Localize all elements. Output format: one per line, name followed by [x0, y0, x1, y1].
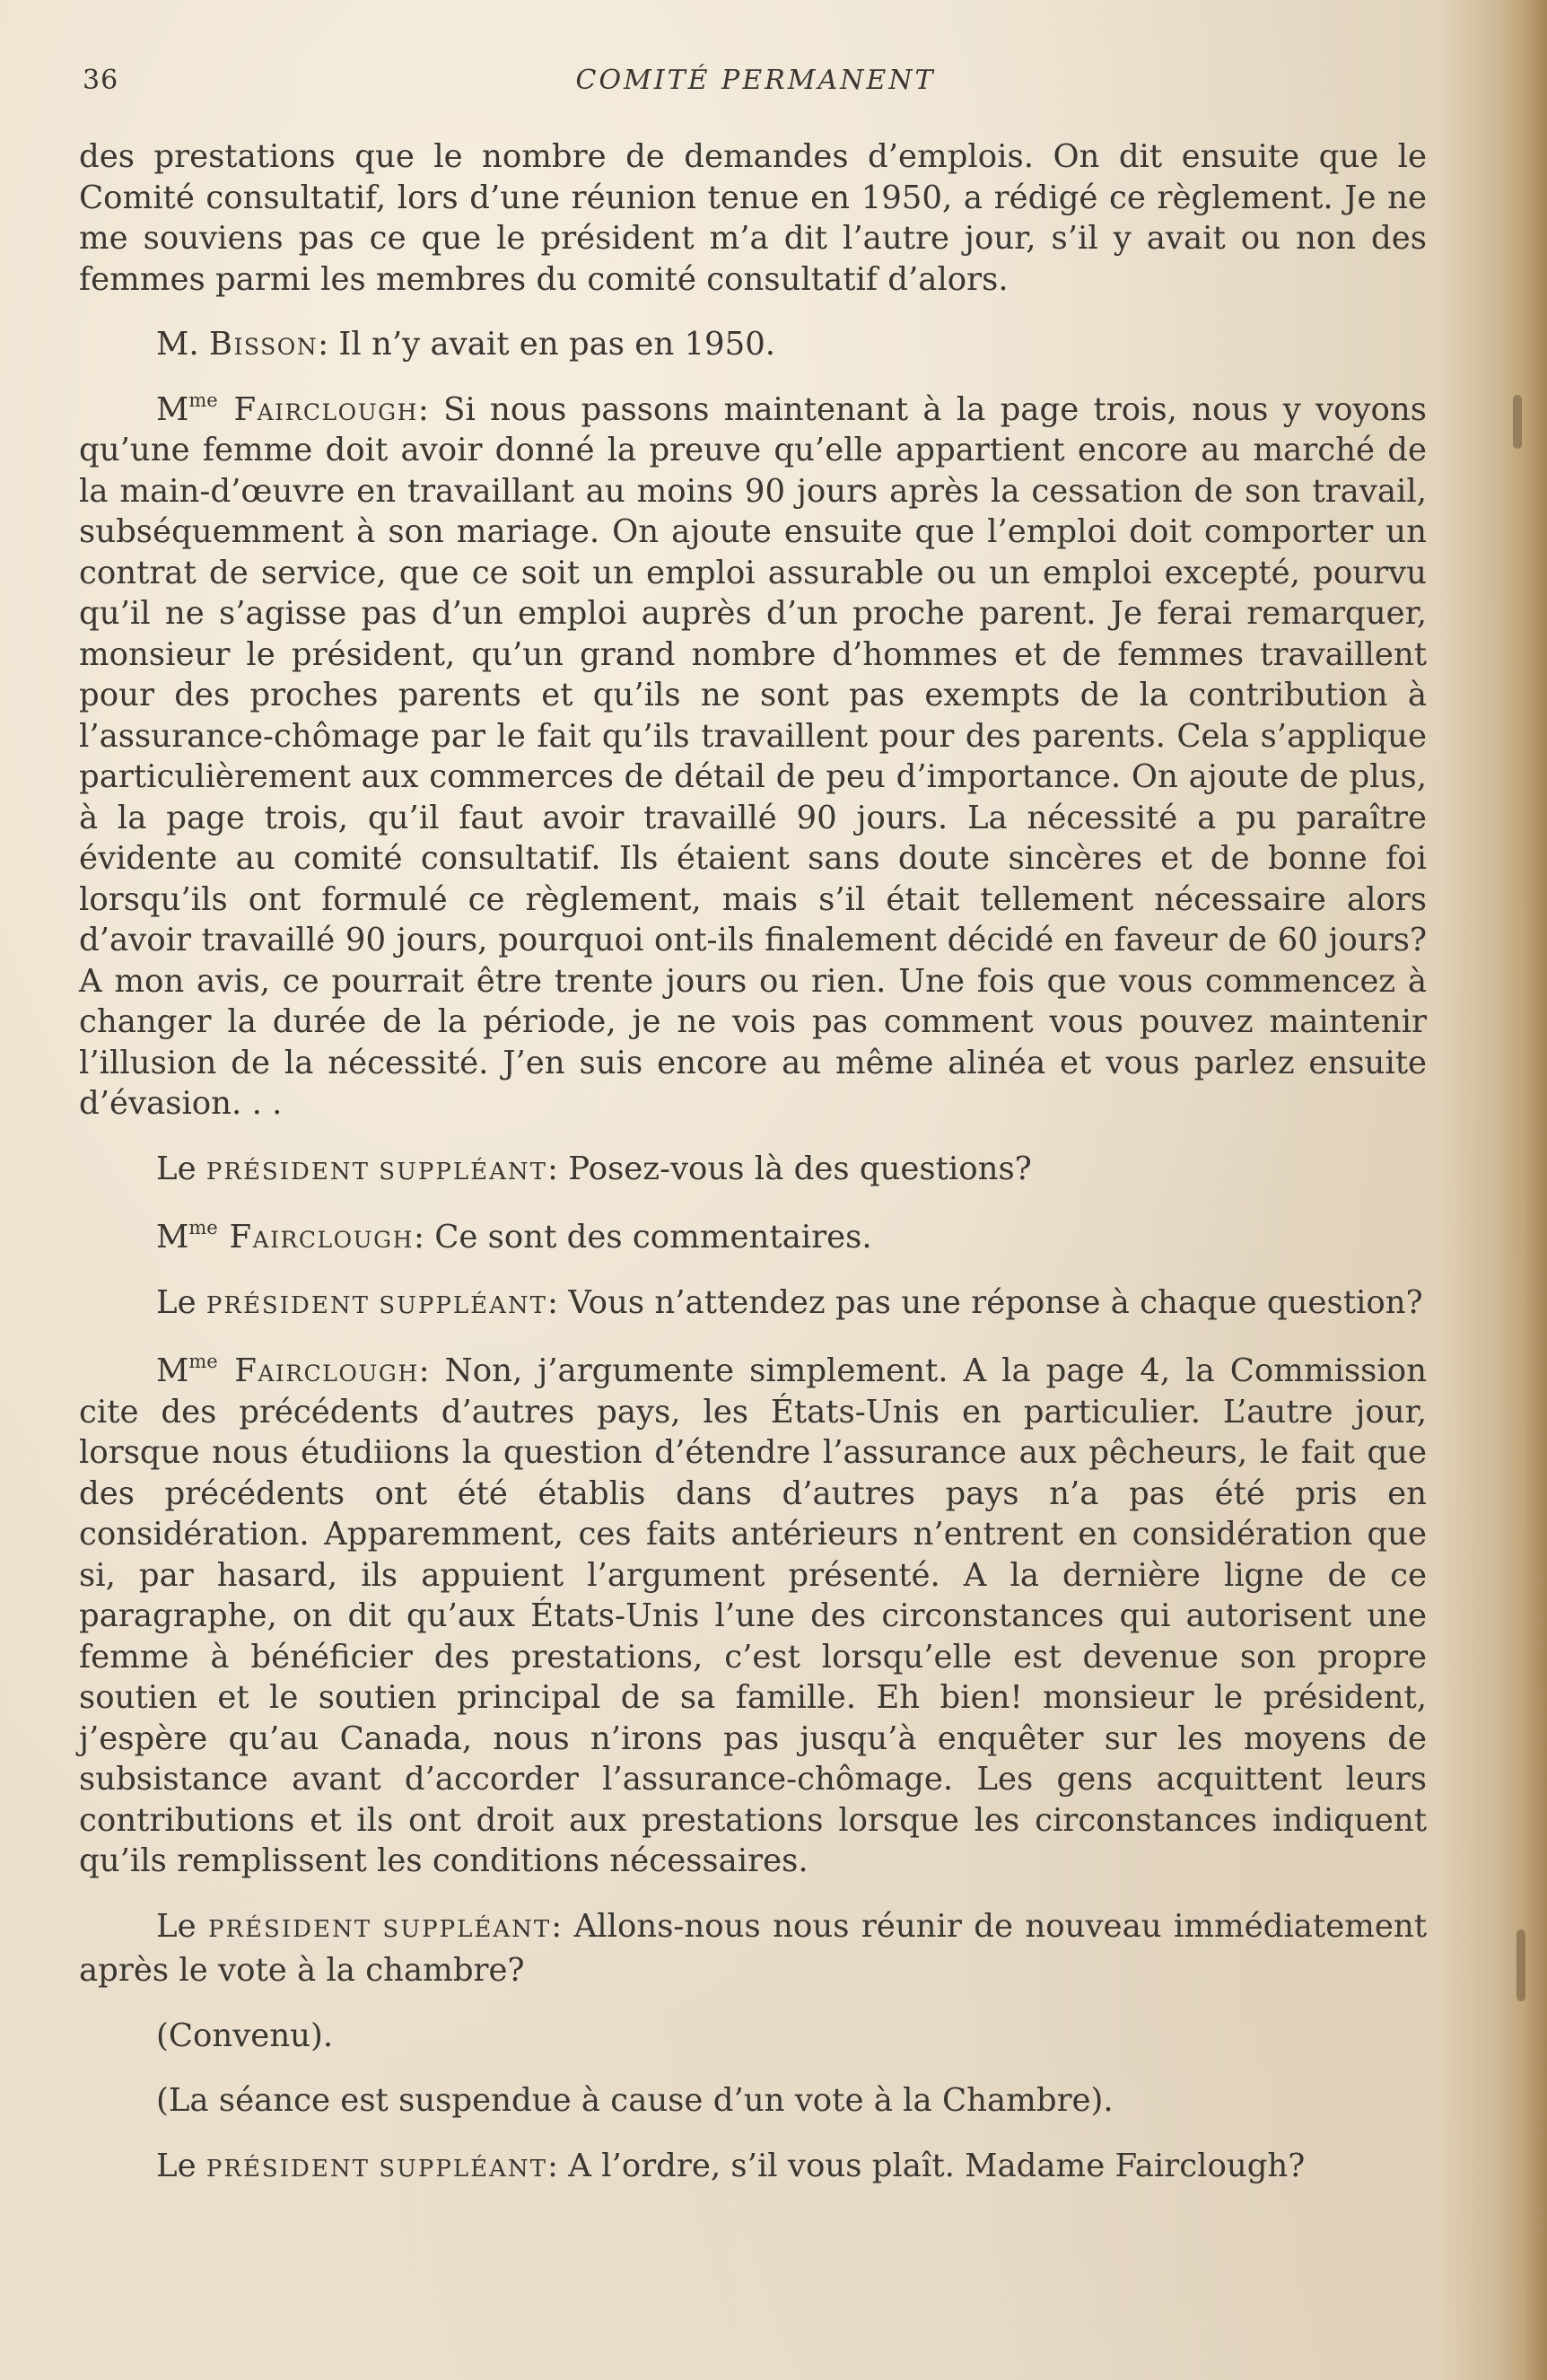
speaker-superscript: me	[188, 389, 218, 411]
speaker-name: Fairclough	[217, 390, 418, 428]
speech-paragraph	[79, 1149, 1427, 1194]
paragraph: des prestations que le nombre de demandes d’emplois. On dit ensuite que le Comité consultatif, lors d’une réunion tenue en 1950, a rédigé ce règlement. Je ne me souviens pas ce que le président m’a dit l’autre jour, s’il y avait ou non des femmes parmi les membres du comité consultatif d’alors.	[79, 138, 1427, 298]
page-binding-edge	[1500, 0, 1547, 2380]
speaker-prefix: Le	[156, 1907, 208, 1945]
speaker-name: PRÉSIDENT SUPPLÉANT	[205, 2155, 548, 2183]
speech-text: : Vous n’attendez pas une réponse à chaque question?	[547, 1283, 1423, 1321]
speaker-prefix: M	[156, 390, 189, 428]
speech-paragraph	[79, 1282, 1427, 1327]
speaker-prefix: M	[156, 1219, 189, 1256]
speech-paragraph	[79, 1906, 1427, 1991]
speech-text: : Si nous passons maintenant à la page trois, nous y voyons qu’une femme doit avoir donné la preuve qu’elle appartient encore au marché de la main-d’œuvre en travaillant au moins 90 jours après la cessation de son travail, subséquemment à son mariage. On ajoute ensuite que l’emploi doit comporter un contrat de service, que ce soit un emploi assurable ou un emploi excepté, pourvu qu’il ne s’agisse pas d’un emploi auprès d’un proche parent. Je ferai remarquer, monsieur le président, qu’un grand nombre d’hommes et de femmes travaillent pour des proches parents et qu’ils ne sont pas exempts de la contribution à l’assurance-chômage par le fait qu’ils travaillent pour des parents. Cela s’applique particulièrement aux commerces de détail de peu d’importance. On ajoute de plus, à la page trois, qu’il faut avoir travaillé 90 jours. La nécessité a pu paraître évidente au comité consultatif. Ils étaient sans doute sincères et de bonne foi lorsqu’ils ont formulé ce règlement, mais s’il était tellement nécessaire alors d’avoir travaillé 90 jours, pourquoi ont-ils finalement décidé en faveur de 60 jours? A mon avis, ce pourrait être trente jours ou rien. Une fois que vous commencez à changer la durée de la période, je ne vois pas comment vous pouvez maintenir l’illusion de la nécessité. J’en suis encore au même alinéa et vous parlez ensuite d’évasion. . .	[79, 390, 1427, 1122]
speech-paragraph	[79, 1217, 1427, 1258]
speech-text: : A l’ordre, s’il vous plaît. Madame Fairclough?	[547, 2147, 1306, 2184]
speaker-superscript: me	[188, 1351, 218, 1373]
body-text	[79, 136, 1427, 2214]
speaker-name: PRÉSIDENT SUPPLÉANT	[207, 1915, 552, 1943]
speech-text: : Allons-nous nous réunir de nouveau immédiatement après le vote à la chambre?	[79, 1907, 1428, 1989]
speaker-prefix: Le	[156, 2147, 206, 2184]
speech-paragraph	[79, 324, 1427, 365]
speaker-superscript: me	[188, 1217, 218, 1239]
speech-paragraph	[79, 2146, 1427, 2191]
binding-mark	[1516, 1929, 1525, 2001]
speech-text: : Posez-vous là des questions?	[547, 1150, 1032, 1187]
binding-mark	[1513, 395, 1522, 449]
speech-paragraph	[79, 1351, 1427, 1882]
speech-text: : Ce sont des commentaires.	[413, 1219, 872, 1256]
speech-text: : Il n’y avait en pas en 1950.	[318, 326, 776, 363]
speaker-prefix: Le	[156, 1283, 206, 1321]
procedural-note: (Convenu).	[156, 2017, 334, 2054]
speech-text: : Non, j’argumente simplement. A la page 4, la Commission cite des précédents d’autres pays, les États-Unis en particulier. L’autre jour, lorsque nous étudiions la question d’étendre l’assurance aux pêcheurs, le fait que des précédents ont été établis dans d’autres pays n’a pas été pris en considération. Apparemment, ces faits antérieurs n’entrent en considération que si, par hasard, ils appuient l’argument présenté. A la dernière ligne de ce paragraphe, on dit qu’aux États-Unis l’une des circonstances qui autorisent une femme à bénéficier des prestations, c’est lorsqu’elle est devenue son propre soutien et le soutien principal de sa famille. Eh bien! monsieur le président, j’espère qu’au Canada, nous n’irons pas jusqu’à enquêter sur les moyens de subsistance avant d’accorder l’assurance-chômage. Les gens acquittent leurs contributions et ils ont droit aux prestations lorsque les circonstances indiquent qu’ils remplissent les conditions nécessaires.	[79, 1352, 1427, 1879]
speaker-prefix: Le	[156, 1150, 206, 1187]
page-number: 36	[83, 65, 119, 96]
speech-paragraph	[79, 389, 1427, 1124]
speaker-name: PRÉSIDENT SUPPLÉANT	[205, 1158, 548, 1186]
speaker-name: Fairclough	[217, 1219, 414, 1256]
speaker-name: Fairclough	[217, 1352, 419, 1389]
speaker-prefix: M.	[156, 326, 209, 363]
procedural-note: (La séance est suspendue à cause d’un vote à la Chambre).	[156, 2082, 1114, 2119]
speaker-name: PRÉSIDENT SUPPLÉANT	[205, 1291, 548, 1319]
speaker-name: Bisson	[208, 326, 319, 363]
running-head: COMITÉ PERMANENT	[575, 65, 936, 96]
page-header	[83, 65, 1429, 109]
speaker-prefix: M	[156, 1352, 189, 1389]
